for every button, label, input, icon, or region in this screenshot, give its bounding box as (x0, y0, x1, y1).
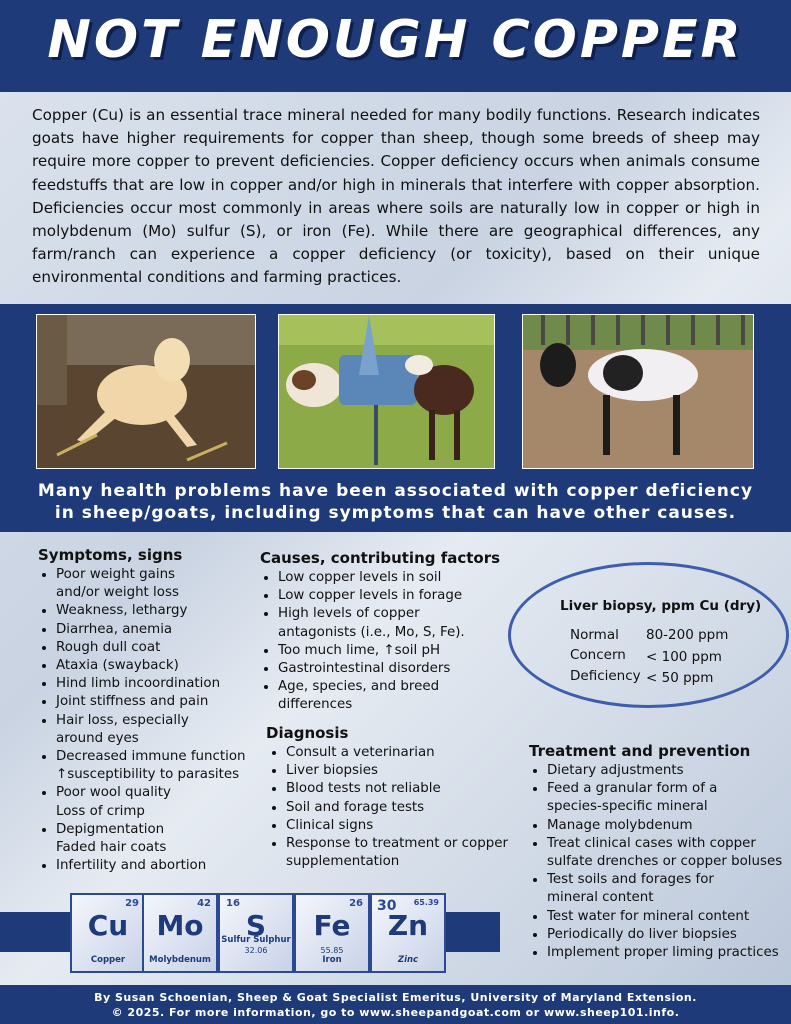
causes-item-text: differences (278, 697, 353, 713)
element-name: Copper (90, 955, 126, 965)
atomic-weight: 55.85 (320, 946, 344, 955)
symptoms-item (56, 693, 276, 711)
symptoms-title: Symptoms, signs (38, 546, 183, 564)
element-tile-s (218, 893, 294, 973)
treatment-item-text: Test water for mineral content (547, 908, 750, 924)
element-name: Iron (322, 955, 342, 965)
diagnosis-list (268, 744, 531, 871)
diagnosis-item (286, 817, 531, 835)
biopsy-title: Liver biopsy, ppm Cu (dry) (560, 598, 762, 614)
symptoms-item (56, 657, 276, 675)
atomic-weight: 32.06 (244, 946, 268, 955)
element-symbol: Zn (387, 909, 429, 942)
footer-credit: By Susan Schoenian, Sheep & Goat Specialist Emeritus, University of Maryland Extension. (94, 991, 697, 1004)
atomic-number: 29 (125, 898, 139, 909)
symptoms-item (56, 621, 276, 639)
element-name: Zinc (397, 955, 419, 965)
biopsy-value-normal: 80-200 ppm (646, 627, 729, 643)
diagnosis-item (286, 799, 531, 817)
symptoms-item (56, 712, 276, 748)
atomic-number: 42 (197, 898, 211, 909)
symptoms-item-text: Joint stiffness and pain (56, 694, 209, 710)
sheep-lying-photo (36, 314, 256, 469)
treatment-item (547, 926, 791, 944)
treatment-item-text: Test soils and forages for (547, 872, 714, 888)
symptoms-item (56, 784, 276, 820)
element-name: Sulfur Sulphur (221, 935, 291, 945)
treatment-item-text: Manage molybdenum (547, 817, 693, 833)
symptoms-item-text: Hair loss, especially (56, 712, 189, 728)
symptoms-item-text: Depigmentation (56, 821, 165, 837)
treatment-item (547, 871, 791, 907)
diagnosis-item-text: Liver biopsies (286, 763, 378, 779)
causes-item (278, 678, 518, 714)
causes-item-text: High levels of copper (278, 606, 420, 622)
treatment-item (547, 780, 791, 816)
symptoms-item-text: Ataxia (swayback) (56, 658, 179, 674)
treatment-item-text: Dietary adjustments (547, 763, 684, 778)
element-tile-mo (142, 893, 218, 973)
causes-item-text: Low copper levels in forage (278, 588, 463, 604)
symptoms-item-text: Infertility and abortion (56, 858, 207, 874)
health-problems-banner (0, 472, 791, 532)
causes-title: Causes, contributing factors (260, 549, 501, 567)
diagnosis-item (286, 780, 531, 798)
diagnosis-item-text: Soil and forage tests (286, 799, 425, 815)
causes-item (278, 605, 518, 641)
symptoms-item-text: ↑susceptibility to parasites (56, 767, 240, 783)
element-tile-cu (70, 893, 146, 973)
treatment-item-text: Feed a granular form of a (547, 781, 718, 797)
element-symbol: Mo (156, 909, 204, 942)
diagnosis-item (286, 744, 531, 762)
biopsy-value-deficiency: < 50 ppm (646, 670, 714, 686)
treatment-item-text: sulfate drenches or copper boluses (547, 854, 783, 870)
symptoms-item (56, 821, 276, 857)
symptoms-item-text: Faded hair coats (56, 840, 167, 856)
symptoms-item (56, 566, 276, 602)
diagnosis-title: Diagnosis (266, 724, 349, 742)
causes-item (278, 587, 518, 605)
causes-list (260, 569, 518, 715)
treatment-item (547, 762, 791, 780)
element-symbol: Cu (87, 909, 129, 942)
biopsy-label-concern: Concern (570, 647, 626, 663)
causes-item-text: antagonists (i.e., Mo, S, Fe). (278, 624, 465, 640)
diagnosis-item-text: Clinical signs (286, 817, 374, 833)
symptoms-item (56, 602, 276, 620)
symptoms-item-text: Rough dull coat (56, 639, 161, 655)
causes-item-text: Low copper levels in soil (278, 570, 442, 585)
diagnosis-item-text: supplementation (286, 854, 400, 870)
diagnosis-item (286, 762, 531, 780)
element-tile-zn (370, 893, 446, 973)
treatment-item (547, 835, 791, 871)
causes-item-text: Gastrointestinal disorders (278, 661, 451, 677)
symptoms-item-text: Weakness, lethargy (56, 603, 188, 619)
goats-at-feeder-photo (278, 314, 495, 469)
symptoms-item-text: Loss of crimp (56, 803, 145, 819)
causes-item (278, 569, 518, 587)
symptoms-item (56, 639, 276, 657)
atomic-weight: 65.39 (413, 898, 439, 907)
goat-hunched-photo (522, 314, 754, 469)
diagnosis-item-text: Consult a veterinarian (286, 745, 435, 760)
diagnosis-item-text: Response to treatment or copper (286, 836, 508, 852)
symptoms-list (38, 566, 276, 875)
symptoms-item-text: Diarrhea, anemia (56, 621, 173, 637)
causes-item-text: Too much lime, ↑soil pH (278, 642, 441, 658)
symptoms-item-text: Poor wool quality (56, 785, 171, 801)
banner-line-1: Many health problems have been associated with copper deficiency (37, 481, 754, 501)
diagnosis-item (286, 835, 531, 871)
biopsy-label-deficiency: Deficiency (570, 668, 641, 684)
treatment-item-text: Treat clinical cases with copper (547, 835, 756, 851)
treatment-title: Treatment and prevention (529, 742, 751, 760)
causes-item (278, 642, 518, 660)
treatment-item (547, 944, 791, 962)
symptoms-item (56, 857, 276, 875)
symptoms-item-text: and/or weight loss (56, 585, 179, 601)
page-title: NOT ENOUGH COPPER (47, 10, 744, 70)
treatment-item-text: Periodically do liver biopsies (547, 926, 737, 942)
diagnosis-item-text: Blood tests not reliable (286, 781, 441, 797)
treatment-list (529, 762, 791, 962)
symptoms-item (56, 748, 276, 784)
footer (0, 985, 791, 1024)
element-symbol: S (245, 909, 267, 942)
treatment-item-text: Implement proper liming practices (547, 945, 779, 961)
element-tile-fe (294, 893, 370, 973)
atomic-number: 30 (377, 898, 397, 914)
symptoms-item-text: Hind limb incoordination (56, 676, 221, 692)
element-symbol: Fe (313, 909, 351, 942)
symptoms-item-text: Decreased immune function (56, 749, 246, 765)
treatment-item-text: species-specific mineral (547, 799, 708, 815)
symptoms-item-text: Poor weight gains (56, 567, 176, 582)
causes-item-text: Age, species, and breed (278, 679, 440, 695)
banner-line-2: in sheep/goats, including symptoms that can have other causes. (54, 503, 737, 523)
photo-strip (0, 304, 791, 472)
footer-links: © 2025. For more information, go to www.sheepandgoat.com or www.sheep101.info. (111, 1006, 680, 1019)
atomic-number: 26 (349, 898, 363, 909)
treatment-item (547, 908, 791, 926)
biopsy-label-normal: Normal (570, 627, 619, 643)
symptoms-item-text: around eyes (56, 730, 139, 746)
header-banner (0, 0, 791, 92)
intro-paragraph: Copper (Cu) is an essential trace mineral needed for many bodily functions. Research indicates goats have higher requirements for copper than sheep, though some breeds of sheep may require more copper to prevent deficiencies. Copper deficiency occurs when animals consume feedstuffs that are low in copper and/or high in minerals that interfere with copper absorption. Deficiencies occur most commonly in areas where soils are naturally low in copper or high in molybdenum (Mo) sulfur (S), or iron (Fe). While there are geographical differences, any farm/ranch can experience a copper deficiency (or toxicity), based on their unique environmental conditions and farming practices. (32, 106, 760, 287)
atomic-number: 16 (226, 898, 240, 909)
element-name: Molybdenum (149, 955, 211, 965)
biopsy-value-concern: < 100 ppm (646, 649, 722, 665)
causes-item (278, 660, 518, 678)
treatment-item (547, 817, 791, 835)
symptoms-item (56, 675, 276, 693)
treatment-item-text: mineral content (547, 890, 654, 906)
